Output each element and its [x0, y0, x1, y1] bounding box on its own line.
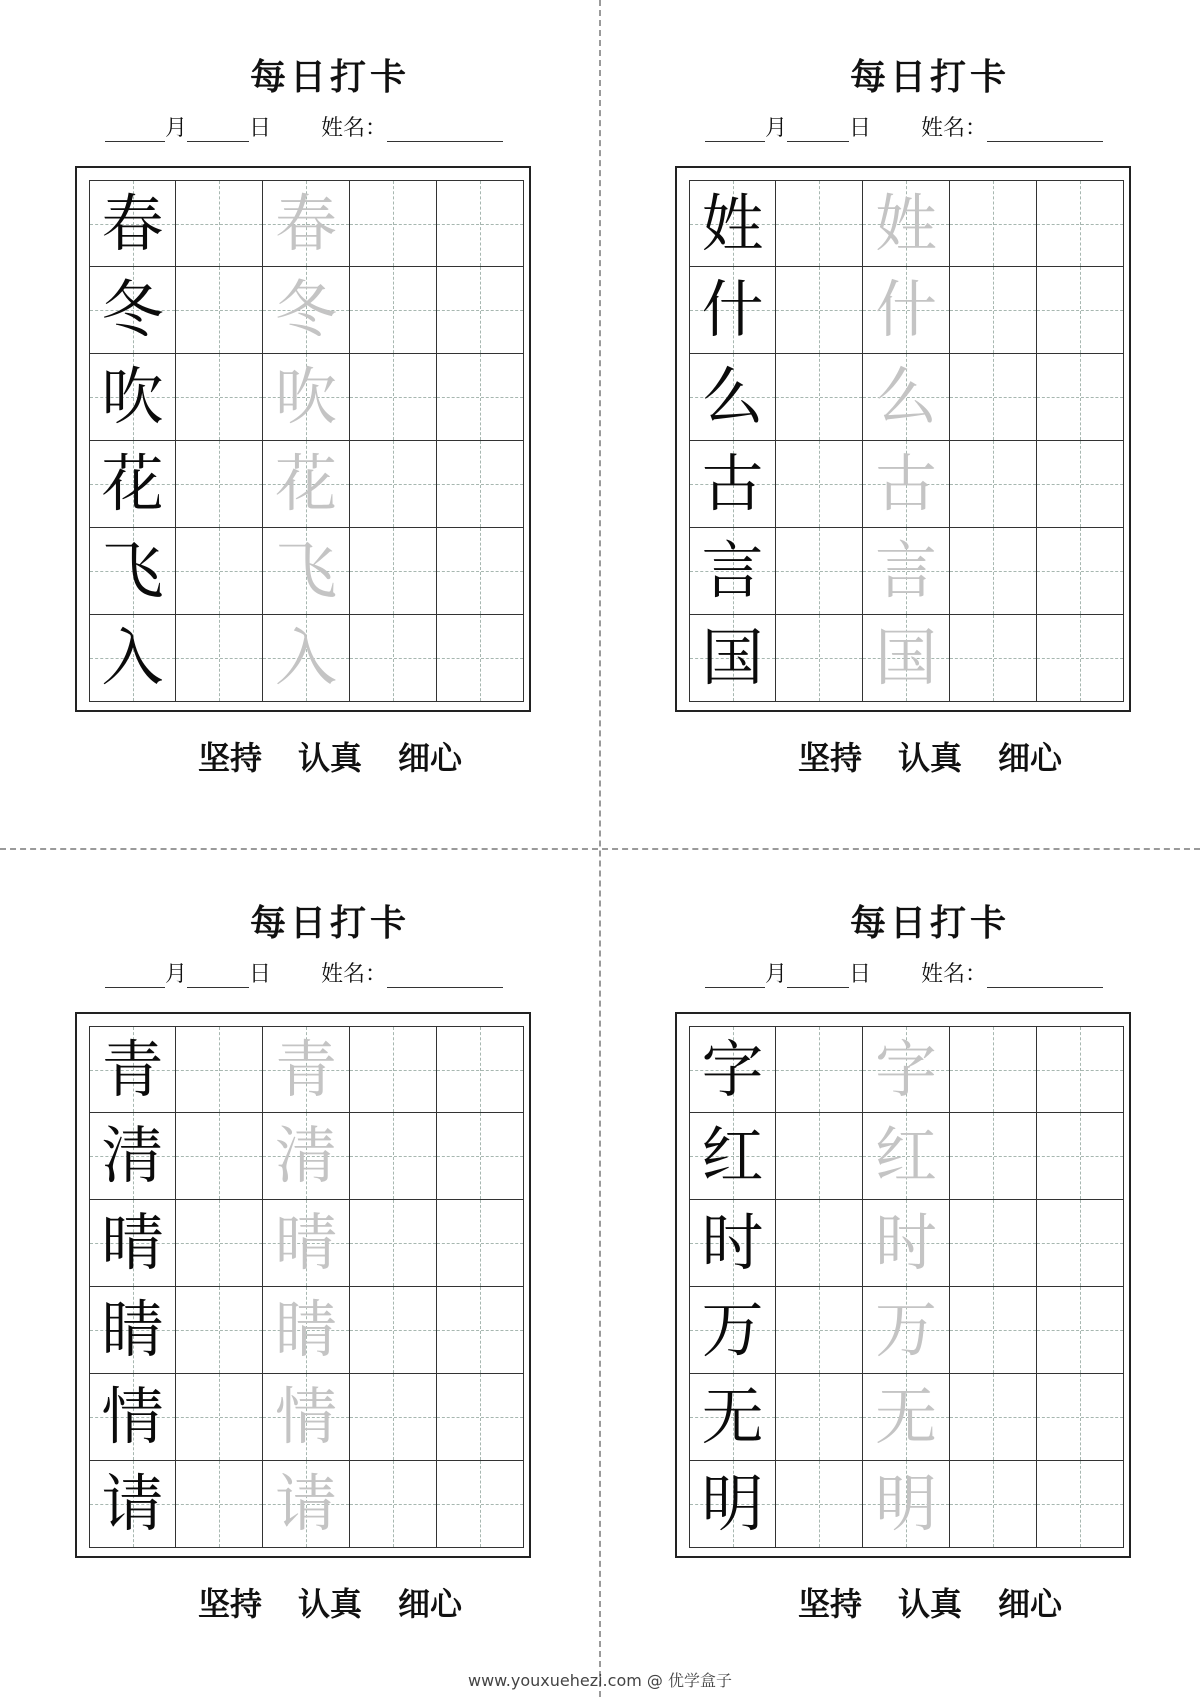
- writing-cell[interactable]: [950, 1461, 1037, 1548]
- footer-word: 坚持: [197, 1585, 262, 1623]
- grid-cell: [863, 1026, 950, 1113]
- trace-character: 春: [274, 186, 337, 260]
- model-character: 红: [701, 1119, 764, 1192]
- model-character: 请: [101, 1467, 164, 1540]
- grid-cell: [863, 1374, 950, 1461]
- grid-cell: [863, 528, 950, 615]
- grid-cell: [689, 1200, 776, 1287]
- writing-cell[interactable]: [350, 615, 437, 702]
- model-character: 清: [101, 1119, 164, 1192]
- writing-cell[interactable]: [176, 1026, 263, 1113]
- writing-cell[interactable]: [437, 1374, 524, 1461]
- writing-cell[interactable]: [950, 180, 1037, 267]
- grid-cell: [863, 441, 950, 528]
- grid-cell: [263, 615, 350, 702]
- month-blank[interactable]: [105, 117, 165, 142]
- name-blank[interactable]: [987, 117, 1103, 142]
- model-character: 青: [101, 1032, 164, 1106]
- model-character: 国: [701, 621, 764, 694]
- trace-character: 言: [874, 534, 937, 607]
- trace-character: 古: [874, 447, 937, 520]
- grid-cell: [89, 441, 176, 528]
- trace-character: 请: [274, 1467, 337, 1540]
- footer-word: 细心: [398, 1585, 463, 1623]
- writing-cell[interactable]: [437, 180, 524, 267]
- card-title: 每日打卡: [249, 56, 410, 98]
- model-character: 晴: [101, 1206, 164, 1279]
- grid-cell: [89, 528, 176, 615]
- writing-cell[interactable]: [437, 1461, 524, 1548]
- month-blank[interactable]: [105, 963, 165, 988]
- grid-cell: [863, 1200, 950, 1287]
- month-label: 月: [765, 116, 788, 141]
- writing-cell[interactable]: [176, 528, 263, 615]
- grid-cell: [689, 1026, 776, 1113]
- day-label: 日: [849, 116, 872, 141]
- writing-cell[interactable]: [1037, 441, 1124, 528]
- month-blank[interactable]: [705, 963, 765, 988]
- writing-cell[interactable]: [437, 615, 524, 702]
- writing-cell[interactable]: [437, 441, 524, 528]
- grid-cell: [863, 1113, 950, 1200]
- trace-character: 睛: [274, 1293, 337, 1366]
- footer-word: 认真: [897, 1585, 962, 1623]
- watermark: www.youxuehezi.com @ 优学盒子: [468, 1671, 732, 1690]
- writing-cell[interactable]: [350, 1113, 437, 1200]
- model-character: 无: [701, 1380, 764, 1453]
- grid-cell: [689, 267, 776, 354]
- writing-cell[interactable]: [350, 1461, 437, 1548]
- horizontal-cut-line: [0, 848, 1200, 850]
- card-footer: [70, 733, 590, 779]
- model-character: 姓: [701, 186, 764, 260]
- writing-cell[interactable]: [437, 267, 524, 354]
- name-blank[interactable]: [387, 117, 503, 142]
- model-character: 飞: [101, 534, 164, 607]
- writing-cell[interactable]: [776, 1287, 863, 1374]
- card-title: 每日打卡: [249, 902, 410, 944]
- writing-cell[interactable]: [176, 1374, 263, 1461]
- grid-cell: [263, 267, 350, 354]
- writing-cell[interactable]: [950, 615, 1037, 702]
- model-character: 万: [701, 1293, 764, 1366]
- footer-word: 细心: [998, 1585, 1063, 1623]
- practice-card: [70, 851, 590, 1623]
- day-label: 日: [249, 962, 272, 987]
- footer-word: 细心: [998, 739, 1063, 777]
- grid-cell: [89, 1287, 176, 1374]
- writing-cell[interactable]: [350, 441, 437, 528]
- practice-card: [670, 851, 1190, 1623]
- grid-cell: [263, 528, 350, 615]
- grid-cell: [689, 354, 776, 441]
- writing-cell[interactable]: [350, 1200, 437, 1287]
- trace-character: 么: [874, 360, 937, 433]
- model-character: 花: [101, 447, 164, 520]
- model-character: 春: [101, 186, 164, 260]
- trace-character: 入: [274, 621, 337, 694]
- grid-cell: [89, 354, 176, 441]
- grid-cell: [863, 1461, 950, 1548]
- trace-character: 冬: [274, 273, 337, 346]
- writing-cell[interactable]: [1037, 180, 1124, 267]
- grid-cell: [863, 615, 950, 702]
- practice-grid-frame: [675, 166, 1131, 712]
- practice-card: [70, 5, 590, 777]
- name-label: 姓名：: [321, 962, 388, 987]
- grid-cell: [689, 180, 776, 267]
- writing-cell[interactable]: [776, 180, 863, 267]
- practice-grid: [689, 1026, 1124, 1548]
- grid-cell: [89, 1113, 176, 1200]
- practice-grid-frame: [75, 1012, 531, 1558]
- model-character: 明: [701, 1467, 764, 1540]
- writing-cell[interactable]: [776, 615, 863, 702]
- grid-cell: [89, 180, 176, 267]
- grid-cell: [689, 615, 776, 702]
- writing-cell[interactable]: [950, 267, 1037, 354]
- writing-cell[interactable]: [350, 1026, 437, 1113]
- writing-cell[interactable]: [776, 354, 863, 441]
- date-name-line: [705, 111, 1103, 145]
- writing-cell[interactable]: [1037, 615, 1124, 702]
- grid-cell: [689, 1461, 776, 1548]
- grid-cell: [863, 354, 950, 441]
- writing-cell[interactable]: [1037, 1461, 1124, 1548]
- writing-cell[interactable]: [437, 1287, 524, 1374]
- writing-cell[interactable]: [176, 441, 263, 528]
- model-character: 什: [701, 273, 764, 346]
- writing-cell[interactable]: [1037, 354, 1124, 441]
- writing-cell[interactable]: [950, 354, 1037, 441]
- writing-cell[interactable]: [776, 1200, 863, 1287]
- writing-cell[interactable]: [437, 1113, 524, 1200]
- trace-character: 姓: [874, 186, 937, 260]
- practice-card: [670, 5, 1190, 777]
- grid-cell: [263, 354, 350, 441]
- name-label: 姓名：: [921, 116, 988, 141]
- practice-grid-frame: [75, 166, 531, 712]
- model-character: 么: [701, 360, 764, 433]
- trace-character: 明: [874, 1467, 937, 1540]
- grid-cell: [263, 1461, 350, 1548]
- footer-word: 认真: [897, 739, 962, 777]
- month-label: 月: [765, 962, 788, 987]
- name-label: 姓名：: [321, 116, 388, 141]
- grid-cell: [689, 1374, 776, 1461]
- grid-cell: [89, 1200, 176, 1287]
- writing-cell[interactable]: [1037, 1200, 1124, 1287]
- date-name-line: [105, 957, 503, 991]
- writing-cell[interactable]: [1037, 528, 1124, 615]
- card-footer: [670, 1579, 1190, 1625]
- trace-character: 情: [274, 1380, 337, 1453]
- practice-grid: [689, 180, 1124, 702]
- model-character: 情: [101, 1380, 164, 1453]
- writing-cell[interactable]: [776, 1113, 863, 1200]
- writing-cell[interactable]: [350, 1287, 437, 1374]
- footer-word: 坚持: [797, 1585, 862, 1623]
- trace-character: 飞: [274, 534, 337, 607]
- day-blank[interactable]: [187, 963, 249, 988]
- trace-character: 国: [874, 621, 937, 694]
- grid-cell: [863, 1287, 950, 1374]
- grid-cell: [689, 441, 776, 528]
- writing-cell[interactable]: [1037, 1026, 1124, 1113]
- footer-word: 细心: [398, 739, 463, 777]
- grid-cell: [689, 528, 776, 615]
- grid-cell: [689, 1113, 776, 1200]
- grid-cell: [863, 180, 950, 267]
- writing-cell[interactable]: [176, 1287, 263, 1374]
- model-character: 言: [701, 534, 764, 607]
- writing-cell[interactable]: [950, 1200, 1037, 1287]
- writing-cell[interactable]: [776, 441, 863, 528]
- writing-cell[interactable]: [950, 441, 1037, 528]
- month-blank[interactable]: [705, 117, 765, 142]
- card-footer: [70, 1579, 590, 1625]
- writing-cell[interactable]: [950, 1374, 1037, 1461]
- model-character: 吹: [101, 360, 164, 433]
- month-label: 月: [165, 116, 188, 141]
- writing-cell[interactable]: [950, 1026, 1037, 1113]
- writing-cell[interactable]: [350, 528, 437, 615]
- practice-grid: [89, 1026, 524, 1548]
- grid-cell: [89, 1026, 176, 1113]
- writing-cell[interactable]: [176, 1113, 263, 1200]
- writing-cell[interactable]: [1037, 1287, 1124, 1374]
- writing-cell[interactable]: [776, 1026, 863, 1113]
- trace-character: 字: [874, 1032, 937, 1106]
- writing-cell[interactable]: [350, 267, 437, 354]
- model-character: 古: [701, 447, 764, 520]
- trace-character: 吹: [274, 360, 337, 433]
- writing-cell[interactable]: [350, 180, 437, 267]
- day-blank[interactable]: [787, 117, 849, 142]
- model-character: 冬: [101, 273, 164, 346]
- grid-cell: [689, 1287, 776, 1374]
- footer-word: 认真: [297, 1585, 362, 1623]
- writing-cell[interactable]: [176, 180, 263, 267]
- trace-character: 花: [274, 447, 337, 520]
- model-character: 字: [701, 1032, 764, 1106]
- grid-cell: [263, 1287, 350, 1374]
- writing-cell[interactable]: [437, 1026, 524, 1113]
- day-blank[interactable]: [187, 117, 249, 142]
- practice-grid-frame: [675, 1012, 1131, 1558]
- month-label: 月: [165, 962, 188, 987]
- day-label: 日: [249, 116, 272, 141]
- card-title: 每日打卡: [849, 902, 1010, 944]
- writing-cell[interactable]: [437, 528, 524, 615]
- writing-cell[interactable]: [176, 267, 263, 354]
- writing-cell[interactable]: [176, 1200, 263, 1287]
- model-character: 睛: [101, 1293, 164, 1366]
- trace-character: 红: [874, 1119, 937, 1192]
- writing-cell[interactable]: [950, 528, 1037, 615]
- writing-cell[interactable]: [350, 354, 437, 441]
- writing-cell[interactable]: [776, 528, 863, 615]
- grid-cell: [263, 180, 350, 267]
- writing-cell[interactable]: [950, 1113, 1037, 1200]
- date-name-line: [105, 111, 503, 145]
- grid-cell: [89, 615, 176, 702]
- writing-cell[interactable]: [776, 267, 863, 354]
- day-label: 日: [849, 962, 872, 987]
- name-blank[interactable]: [987, 963, 1103, 988]
- writing-cell[interactable]: [350, 1374, 437, 1461]
- trace-character: 青: [274, 1032, 337, 1106]
- writing-cell[interactable]: [437, 1200, 524, 1287]
- grid-cell: [263, 1374, 350, 1461]
- date-name-line: [705, 957, 1103, 991]
- writing-cell[interactable]: [950, 1287, 1037, 1374]
- card-footer: [670, 733, 1190, 779]
- day-blank[interactable]: [787, 963, 849, 988]
- grid-cell: [89, 1461, 176, 1548]
- writing-cell[interactable]: [176, 615, 263, 702]
- grid-cell: [89, 267, 176, 354]
- grid-cell: [263, 1113, 350, 1200]
- writing-cell[interactable]: [776, 1461, 863, 1548]
- writing-cell[interactable]: [776, 1374, 863, 1461]
- footer-word: 认真: [297, 739, 362, 777]
- grid-cell: [89, 1374, 176, 1461]
- footer-word: 坚持: [197, 739, 262, 777]
- name-label: 姓名：: [921, 962, 988, 987]
- name-blank[interactable]: [387, 963, 503, 988]
- footer-word: 坚持: [797, 739, 862, 777]
- practice-grid: [89, 180, 524, 702]
- grid-cell: [263, 441, 350, 528]
- grid-cell: [863, 267, 950, 354]
- writing-cell[interactable]: [176, 1461, 263, 1548]
- trace-character: 无: [874, 1380, 937, 1453]
- writing-cell[interactable]: [1037, 1374, 1124, 1461]
- model-character: 入: [101, 621, 164, 694]
- grid-cell: [263, 1026, 350, 1113]
- writing-cell[interactable]: [1037, 267, 1124, 354]
- trace-character: 万: [874, 1293, 937, 1366]
- writing-cell[interactable]: [1037, 1113, 1124, 1200]
- trace-character: 晴: [274, 1206, 337, 1279]
- trace-character: 清: [274, 1119, 337, 1192]
- trace-character: 什: [874, 273, 937, 346]
- trace-character: 时: [874, 1206, 937, 1279]
- card-title: 每日打卡: [849, 56, 1010, 98]
- grid-cell: [263, 1200, 350, 1287]
- model-character: 时: [701, 1206, 764, 1279]
- writing-cell[interactable]: [176, 354, 263, 441]
- writing-cell[interactable]: [437, 354, 524, 441]
